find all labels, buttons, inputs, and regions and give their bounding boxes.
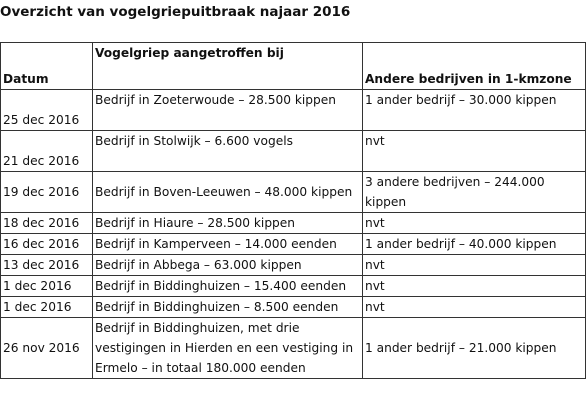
cell-found: Bedrijf in Stolwijk – 6.600 vogels xyxy=(93,131,363,172)
cell-other-farms: nvt xyxy=(363,276,586,297)
cell-date: 19 dec 2016 xyxy=(1,172,93,213)
cell-date: 13 dec 2016 xyxy=(1,255,93,276)
cell-other-farms: 1 ander bedrijf – 21.000 kippen xyxy=(363,318,586,379)
cell-date: 21 dec 2016 xyxy=(1,131,93,172)
cell-date: 16 dec 2016 xyxy=(1,234,93,255)
cell-other-farms: nvt xyxy=(363,255,586,276)
cell-found: Bedrijf in Biddinghuizen, met drie vestigingen in Hierden en een vestiging in Ermelo – in totaal 180.000 eenden xyxy=(93,318,363,379)
cell-date: 1 dec 2016 xyxy=(1,297,93,318)
cell-found: Bedrijf in Biddinghuizen – 15.400 eenden xyxy=(93,276,363,297)
table-row xyxy=(1,318,586,379)
cell-other-farms: 1 ander bedrijf – 40.000 kippen xyxy=(363,234,586,255)
table-row xyxy=(1,213,586,234)
page-title: Overzicht van vogelgriepuitbraak najaar 2016 xyxy=(0,4,351,20)
column-header-found: Vogelgriep aangetroffen bij xyxy=(93,43,363,90)
outbreak-table xyxy=(0,42,586,379)
table-row xyxy=(1,90,586,131)
cell-date: 18 dec 2016 xyxy=(1,213,93,234)
cell-other-farms: 3 andere bedrijven – 244.000 kippen xyxy=(363,172,586,213)
cell-other-farms: nvt xyxy=(363,297,586,318)
table-row xyxy=(1,131,586,172)
cell-other-farms: nvt xyxy=(363,131,586,172)
table-row xyxy=(1,297,586,318)
cell-found: Bedrijf in Abbega – 63.000 kippen xyxy=(93,255,363,276)
table-header-row xyxy=(1,43,586,90)
cell-date: 26 nov 2016 xyxy=(1,318,93,379)
cell-other-farms: 1 ander bedrijf – 30.000 kippen xyxy=(363,90,586,131)
cell-found: Bedrijf in Biddinghuizen – 8.500 eenden xyxy=(93,297,363,318)
table-row xyxy=(1,172,586,213)
cell-found: Bedrijf in Kamperveen – 14.000 eenden xyxy=(93,234,363,255)
cell-found: Bedrijf in Boven-Leeuwen – 48.000 kippen xyxy=(93,172,363,213)
cell-found: Bedrijf in Hiaure – 28.500 kippen xyxy=(93,213,363,234)
cell-other-farms: nvt xyxy=(363,213,586,234)
column-header-other-farms: Andere bedrijven in 1-kmzone xyxy=(363,43,586,90)
cell-date: 25 dec 2016 xyxy=(1,90,93,131)
table-row xyxy=(1,276,586,297)
table-row xyxy=(1,255,586,276)
cell-found: Bedrijf in Zoeterwoude – 28.500 kippen xyxy=(93,90,363,131)
column-header-date: Datum xyxy=(1,43,93,90)
cell-date: 1 dec 2016 xyxy=(1,276,93,297)
table-row xyxy=(1,234,586,255)
